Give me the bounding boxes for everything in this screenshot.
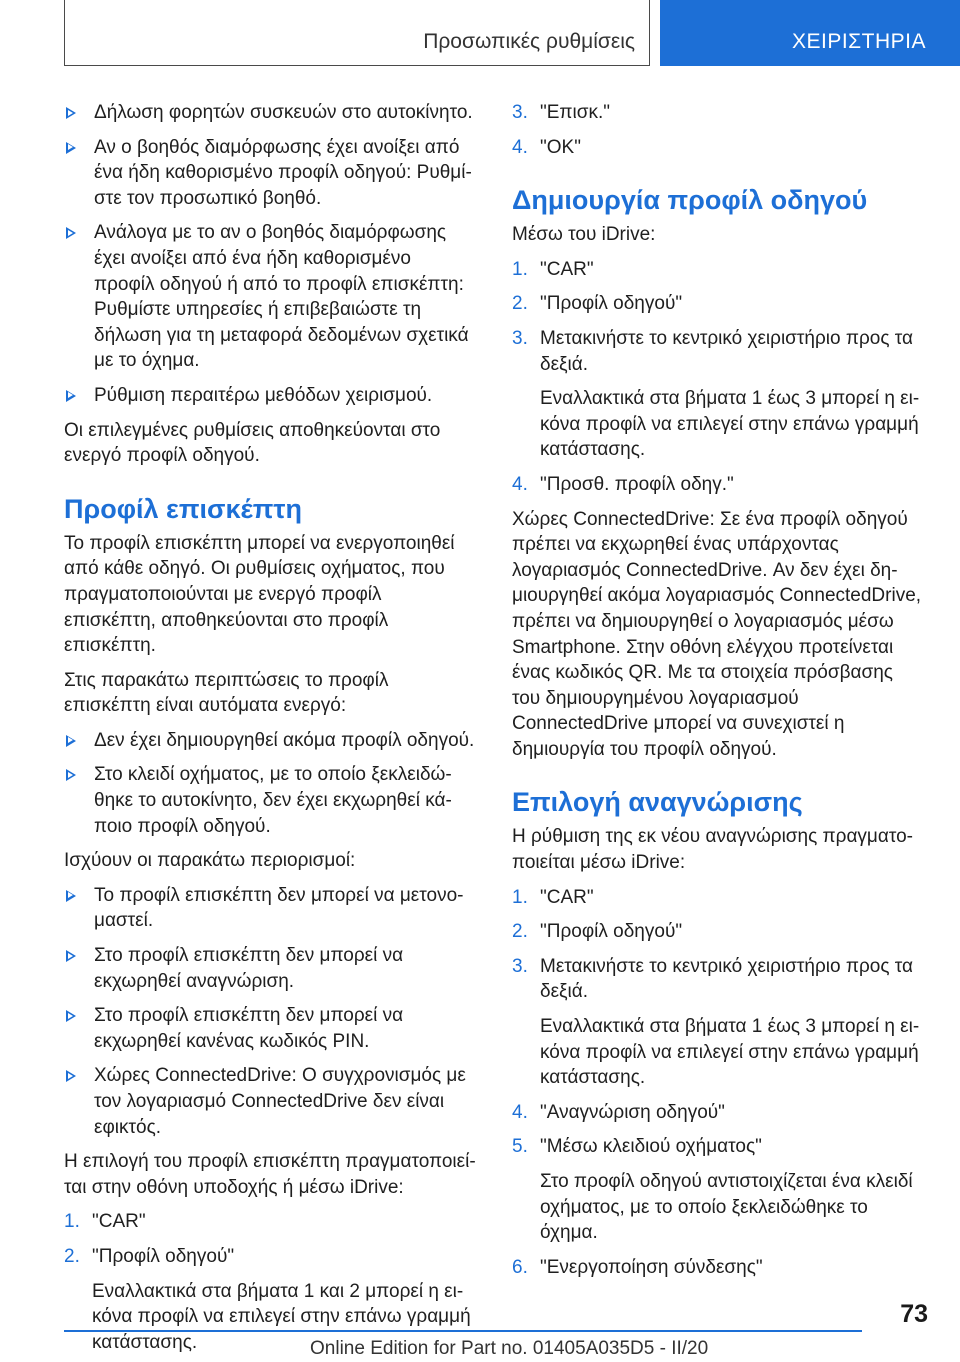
heading-guest-profile: Προφίλ επισκέπτη	[64, 493, 302, 524]
numbered-step: 1. "CAR"	[512, 885, 924, 911]
paragraph-recognition: Η ρύθμιση της εκ νέου αναγνώρισης πραγματοποιείται μέσω iDrive:	[512, 826, 913, 874]
step-note: Στο προφίλ οδηγού αντιστοιχίζεται ένα κλειδί οχήματος, με το οποίο ξεκλειδώθηκε το όχημα.	[540, 1171, 913, 1244]
step-number: 1.	[64, 1211, 80, 1233]
step-number: 3.	[512, 102, 528, 123]
bullet-item: Δεν έχει δημιουργηθεί ακόμα προφίλ οδηγού.	[64, 728, 476, 754]
triangle-bullet-icon	[66, 890, 76, 902]
right-column	[512, 100, 924, 1289]
header-section-title: Προσωπικές ρυθμίσεις	[423, 30, 635, 53]
triangle-bullet-icon	[66, 769, 76, 781]
numbered-step: 1. "CAR"	[512, 257, 924, 283]
heading-create-profile: Δημιουργία προφίλ οδηγού	[512, 185, 868, 216]
numbered-step: 1. "CAR"	[64, 1209, 476, 1235]
bullet-item: Το προφίλ επισκέπτη δεν μπορεί να μετονομαστεί.	[64, 883, 476, 934]
step-note: Εναλλακτικά στα βήματα 1 και 2 μπορεί η εικόνα προφίλ να επιλεγεί στην επάνω γραμμή κατάστασης.	[92, 1280, 471, 1353]
step-number: 3.	[512, 955, 528, 977]
step-number: 4.	[512, 1101, 528, 1123]
numbered-step: 4. "Προσθ. προφίλ οδηγ."	[512, 472, 924, 498]
step-number: 4.	[512, 136, 528, 158]
bullet-item: Αν ο βοηθός διαμόρφωσης έχει ανοίξει από ένα ήδη καθορισμένο προφίλ οδηγού: Ρυθμίστε τον προσωπικό βοηθό.	[64, 135, 476, 212]
numbered-step: 4. "Αναγνώριση οδηγού"	[512, 1100, 924, 1126]
paragraph-restrictions: Ισχύουν οι παρακάτω περιορισμοί:	[64, 850, 356, 872]
numbered-step: 6. "Ενεργοποίηση σύνδεσης"	[512, 1255, 924, 1281]
step-number: 1.	[512, 258, 528, 280]
triangle-bullet-icon	[66, 107, 76, 119]
paragraph-saved-settings: Οι επιλεγμένες ρυθμίσεις αποθηκεύονται στο ενεργό προφίλ οδηγού.	[64, 419, 441, 467]
numbered-step: 2. "Προφίλ οδηγού"	[512, 919, 924, 945]
paragraph-guest-auto: Στις παρακάτω περιπτώσεις το προφίλ επισκέπτη είναι αυτόματα ενεργό:	[64, 669, 389, 717]
step-note: Εναλλακτικά στα βήματα 1 έως 3 μπορεί η εικόνα προφίλ να επιλεγεί στην επάνω γραμμή κατάστασης.	[540, 388, 920, 461]
triangle-bullet-icon	[66, 227, 76, 239]
step-number: 6.	[512, 1256, 528, 1278]
step-number: 2.	[512, 921, 528, 943]
bullet-item: Στο κλειδί οχήματος, με το οποίο ξεκλειδώθηκε το αυτοκίνητο, δεν έχει εκχωρηθεί κάποιο προφίλ οδηγού.	[64, 762, 476, 839]
step-number: 2.	[512, 293, 528, 315]
step-number: 5.	[512, 1136, 528, 1158]
header-section-box	[64, 0, 650, 66]
numbered-step: 4. "OK"	[512, 135, 924, 161]
paragraph-connecteddrive: Χώρες ConnectedDrive: Σε ένα προφίλ οδηγού πρέπει να εκχωρηθεί ένας υπάρχοντας λογαριασμός ConnectedDrive. Αν δεν έχει δημιουργηθεί ακόμα λογαριασμός ConnectedDrive, πρέπει να δημιουργηθεί ο λογαριασμός μέσω Smartphone. Στην οθόνη ελέγχου προτείνεται ένας κωδικός QR. Με τα στοιχεία πρόσβασης του δημιουργημένου λογαριασμού ConnectedDrive μπορεί να συνεχιστεί η δημιουργία του προφίλ οδηγού.	[512, 508, 922, 760]
bullet-item: Στο προφίλ επισκέπτη δεν μπορεί να εκχωρηθεί αναγνώριση.	[64, 943, 476, 994]
step-note: Εναλλακτικά στα βήματα 1 έως 3 μπορεί η εικόνα προφίλ να επιλεγεί στην επάνω γραμμή κατάστασης.	[540, 1016, 920, 1089]
bullet-item: Στο προφίλ επισκέπτη δεν μπορεί να εκχωρηθεί κανένας κωδικός PIN.	[64, 1003, 476, 1054]
triangle-bullet-icon	[66, 390, 76, 402]
footer-edition: Online Edition for Part no. 01405A035D5 - II/20	[310, 1338, 709, 1359]
paragraph-guest-select: Η επιλογή του προφίλ επισκέπτη πραγματοποιείται στην οθόνη υποδοχής ή μέσω iDrive:	[64, 1151, 476, 1198]
page-number: 73	[900, 1300, 928, 1328]
bullet-item: Χώρες ConnectedDrive: Ο συγχρονισμός με τον λογαριασμό ConnectedDrive δεν είναι εφικτός.	[64, 1063, 476, 1140]
paragraph-via-idrive: Μέσω του iDrive:	[512, 224, 656, 246]
numbered-step: 3. Μετακινήστε το κεντρικό χειριστήριο προς τα δεξιά.	[512, 327, 913, 375]
triangle-bullet-icon	[66, 735, 76, 747]
triangle-bullet-icon	[66, 142, 76, 154]
bullet-item: Ρύθμιση περαιτέρω μεθόδων χειρισμού.	[64, 383, 476, 409]
numbered-step: 3. "Επισκ."	[512, 100, 924, 126]
bullet-item: Δήλωση φορητών συσκευών στο αυτοκίνητο.	[64, 100, 476, 126]
header-chapter-tab[interactable]	[660, 0, 960, 66]
header-chapter-label: ΧΕΙΡΙΣΤΗΡΙΑ	[791, 30, 926, 53]
paragraph-guest-intro: Το προφίλ επισκέπτη μπορεί να ενεργοποιηθεί από κάθε οδηγό. Οι ρυθμίσεις οχήματος, που πραγματοποιούνται με ενεργό προφίλ επισκέπτη, αποθηκεύονται στο προφίλ επισκέπτη.	[64, 532, 455, 657]
step-number: 3.	[512, 327, 528, 349]
bullet-item: Ανάλογα με το αν ο βοηθός διαμόρφωσης έχει ανοίξει από ένα ήδη καθορισμένο προφίλ οδηγού ή από το προφίλ επισκέπτη: Ρυθμίστε υπηρεσίες ή επιβεβαιώστε τη δήλωση για τη μεταφορά δεδομένων σχετικά με το όχημα.	[64, 220, 476, 374]
footer-divider	[64, 1330, 862, 1332]
triangle-bullet-icon	[66, 1010, 76, 1022]
step-number: 1.	[512, 886, 528, 908]
heading-recognition: Επιλογή αναγνώρισης	[512, 787, 803, 818]
step-number: 2.	[64, 1245, 80, 1267]
numbered-step: 5. "Μέσω κλειδιού οχήματος"	[512, 1134, 924, 1160]
triangle-bullet-icon	[66, 1070, 76, 1082]
triangle-bullet-icon	[66, 950, 76, 962]
numbered-step: 3. Μετακινήστε το κεντρικό χειριστήριο προς τα δεξιά.	[512, 955, 913, 1003]
step-number: 4.	[512, 473, 528, 495]
numbered-step: 2. "Προφίλ οδηγού"	[64, 1244, 476, 1270]
left-column	[64, 100, 476, 1362]
numbered-step: 2. "Προφίλ οδηγού"	[512, 291, 924, 317]
